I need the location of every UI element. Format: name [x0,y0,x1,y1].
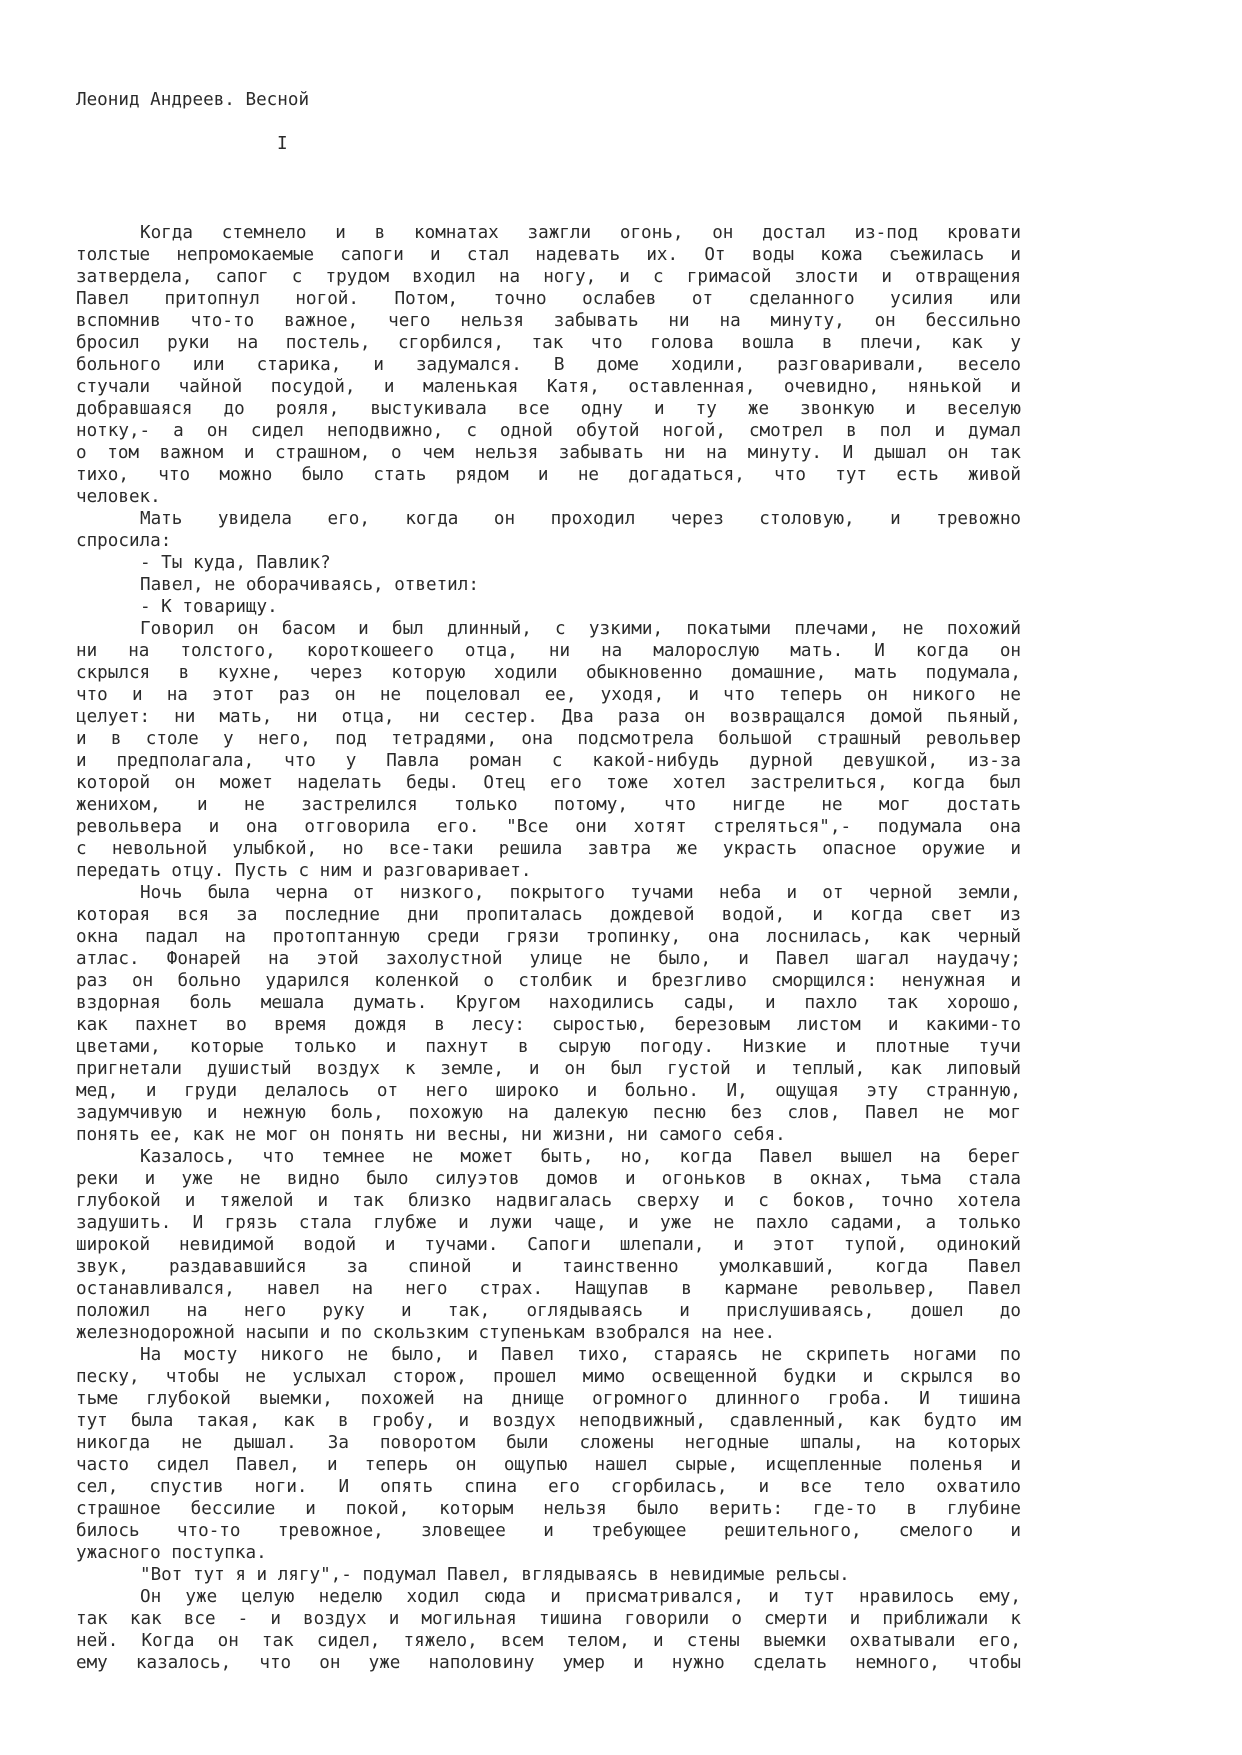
text-line: звук, раздававшийся за спиной и таинственно умолкавший, когда Павел [76,1257,1021,1277]
text-line: задумчивую и нежную боль, похожую на далекую песню без слов, Павел не мог [76,1103,1021,1123]
text-line: и в столе у него, под тетрадями, она подсмотрела большой страшный револьвер [76,729,1021,749]
text-line: сел, спустив ноги. И опять спина его сгорбилась, и все тело охватило [76,1477,1021,1497]
text-line: женихом, и не застрелился только потому, что нигде не мог достать [76,795,1021,815]
text-line: реки и уже не видно было силуэтов домов и огоньков в окнах, тьма стала [76,1169,1021,1189]
text-line: песку, чтобы не услыхал сторож, прошел мимо освещенной будки и скрылся во [76,1367,1021,1387]
text-line: понять ее, как не мог он понять ни весны, ни жизни, ни самого себя. [76,1125,786,1145]
text-line: стучали чайной посудой, и маленькая Катя, оставленная, очевидно, нянькой и [76,377,1021,397]
text-line: револьвера и она отговорила его. "Все они хотят стреляться",- подумала она [76,817,1021,837]
text-line: никогда не дышал. За поворотом были сложены негодные шпалы, на которых [76,1433,1021,1453]
text-line: затвердела, сапог с трудом входил на ногу, и с гримасой злости и отвращения [76,267,1021,287]
text-line: - К товарищу. [140,597,278,617]
text-line: тихо, что можно было стать рядом и не догадаться, что тут есть живой [76,465,1021,485]
text-line: вздорная боль мешала думать. Кругом находились сады, и пахло так хорошо, [76,993,1021,1013]
text-line: останавливался, навел на него страх. Нащупав в кармане револьвер, Павел [76,1279,1021,1299]
text-line: Он уже целую неделю ходил сюда и присматривался, и тут нравилось ему, [140,1587,1021,1607]
text-line: ней. Когда он так сидел, тяжело, всем телом, и стены выемки охватывали его, [76,1631,1021,1651]
text-line: ни на толстого, короткошеего отца, ни на малорослую мать. И когда он [76,641,1021,661]
text-line: и предполагала, что у Павла роман с какой-нибудь дурной девушкой, из-за [76,751,1021,771]
text-line: толстые непромокаемые сапоги и стал надевать их. От воды кожа съежилась и [76,245,1021,265]
text-line: билось что-то тревожное, зловещее и требующее решительного, смелого и [76,1521,1021,1541]
chapter-number: I [277,134,288,154]
text-line: вспомнив что-то важное, чего нельзя забывать ни на минуту, он бессильно [76,311,1021,331]
text-line: глубокой и тяжелой и так близко надвигалась сверху и с боков, точно хотела [76,1191,1021,1211]
text-line: скрылся в кухне, через которую ходили обыкновенно домашние, мать подумала, [76,663,1021,683]
document-title: Леонид Андреев. Весной [76,90,310,110]
text-line: Павел притопнул ногой. Потом, точно ослабев от сделанного усилия или [76,289,1021,309]
text-line: с невольной улыбкой, но все-таки решила завтра же украсть опасное оружие и [76,839,1021,859]
text-line: ужасного поступка. [76,1543,267,1563]
text-line: Когда стемнело и в комнатах зажгли огонь, он достал из-под кровати [140,223,1021,243]
text-line: положил на него руку и так, оглядываясь и прислушиваясь, дошел до [76,1301,1021,1321]
text-line: цветами, которые только и пахнут в сырую погоду. Низкие и плотные тучи [76,1037,1021,1057]
text-line: Говорил он басом и был длинный, с узкими, покатыми плечами, не похожий [140,619,1021,639]
text-line: железнодорожной насыпи и по скользким ступенькам взобрался на нее. [76,1323,776,1343]
text-line: которой он может наделать беды. Отец его тоже хотел застрелиться, когда был [76,773,1021,793]
text-line: - Ты куда, Павлик? [140,553,331,573]
text-line: человек. [76,487,161,507]
text-line: На мосту никого не было, и Павел тихо, стараясь не скрипеть ногами по [140,1345,1021,1365]
text-line: Ночь была черна от низкого, покрытого тучами неба и от черной земли, [140,883,1021,903]
text-line: передать отцу. Пусть с ним и разговаривает. [76,861,532,881]
text-line: ему казалось, что он уже наполовину умер и нужно сделать немного, чтобы [76,1653,1021,1673]
text-line: добравшаяся до рояля, выстукивала все одну и ту же звонкую и веселую [76,399,1021,419]
text-line: страшное бессилие и покой, которым нельзя было верить: где-то в глубине [76,1499,1021,1519]
text-line: спросила: [76,531,172,551]
story-text [76,222,1021,1674]
text-line: мед, и груди делалось от него широко и больно. И, ощущая эту странную, [76,1081,1021,1101]
text-line: нотку,- а он сидел неподвижно, с одной обутой ногой, смотрел в пол и думал [76,421,1021,441]
text-line: тьме глубокой выемки, похожей на днище огромного длинного гроба. И тишина [76,1389,1021,1409]
text-line: которая вся за последние дни пропиталась дождевой водой, и когда свет из [76,905,1021,925]
text-line: широкой невидимой водой и тучами. Сапоги шлепали, и этот тупой, одинокий [76,1235,1021,1255]
text-line: раз он больно ударился коленкой о столбик и брезгливо сморщился: ненужная и [76,971,1021,991]
text-line: пригнетали душистый воздух к земле, и он был густой и теплый, как липовый [76,1059,1021,1079]
text-line: Казалось, что темнее не может быть, но, когда Павел вышел на берег [140,1147,1021,1167]
text-line: Павел, не оборачиваясь, ответил: [140,575,479,595]
text-line: о том важном и страшном, о чем нельзя забывать ни на минуту. И дышал он так [76,443,1021,463]
text-line: тут была такая, как в гробу, и воздух неподвижный, сдавленный, как будто им [76,1411,1021,1431]
text-line: задушить. И грязь стала глубже и лужи чаще, и уже не пахло садами, а только [76,1213,1021,1233]
text-line: часто сидел Павел, и теперь он ощупью нашел сырые, исщепленные поленья и [76,1455,1021,1475]
text-line: больного или старика, и задумался. В доме ходили, разговаривали, весело [76,355,1021,375]
text-line: атлас. Фонарей на этой захолустной улице не было, и Павел шагал наудачу; [76,949,1021,969]
text-line: как пахнет во время дождя в лесу: сыростью, березовым листом и какими-то [76,1015,1021,1035]
text-line: бросил руки на постель, сгорбился, так что голова вошла в плечи, как у [76,333,1021,353]
text-line: что и на этот раз он не поцеловал ее, уходя, и что теперь он никого не [76,685,1021,705]
text-line: окна падал на протоптанную среди грязи тропинку, она лоснилась, как черный [76,927,1021,947]
text-line: целует: ни мать, ни отца, ни сестер. Два раза он возвращался домой пьяный, [76,707,1021,727]
text-line: "Вот тут я и лягу",- подумал Павел, вглядываясь в невидимые рельсы. [140,1565,850,1585]
text-line: так как все - и воздух и могильная тишина говорили о смерти и приближали к [76,1609,1021,1629]
text-line: Мать увидела его, когда он проходил через столовую, и тревожно [140,509,1021,529]
